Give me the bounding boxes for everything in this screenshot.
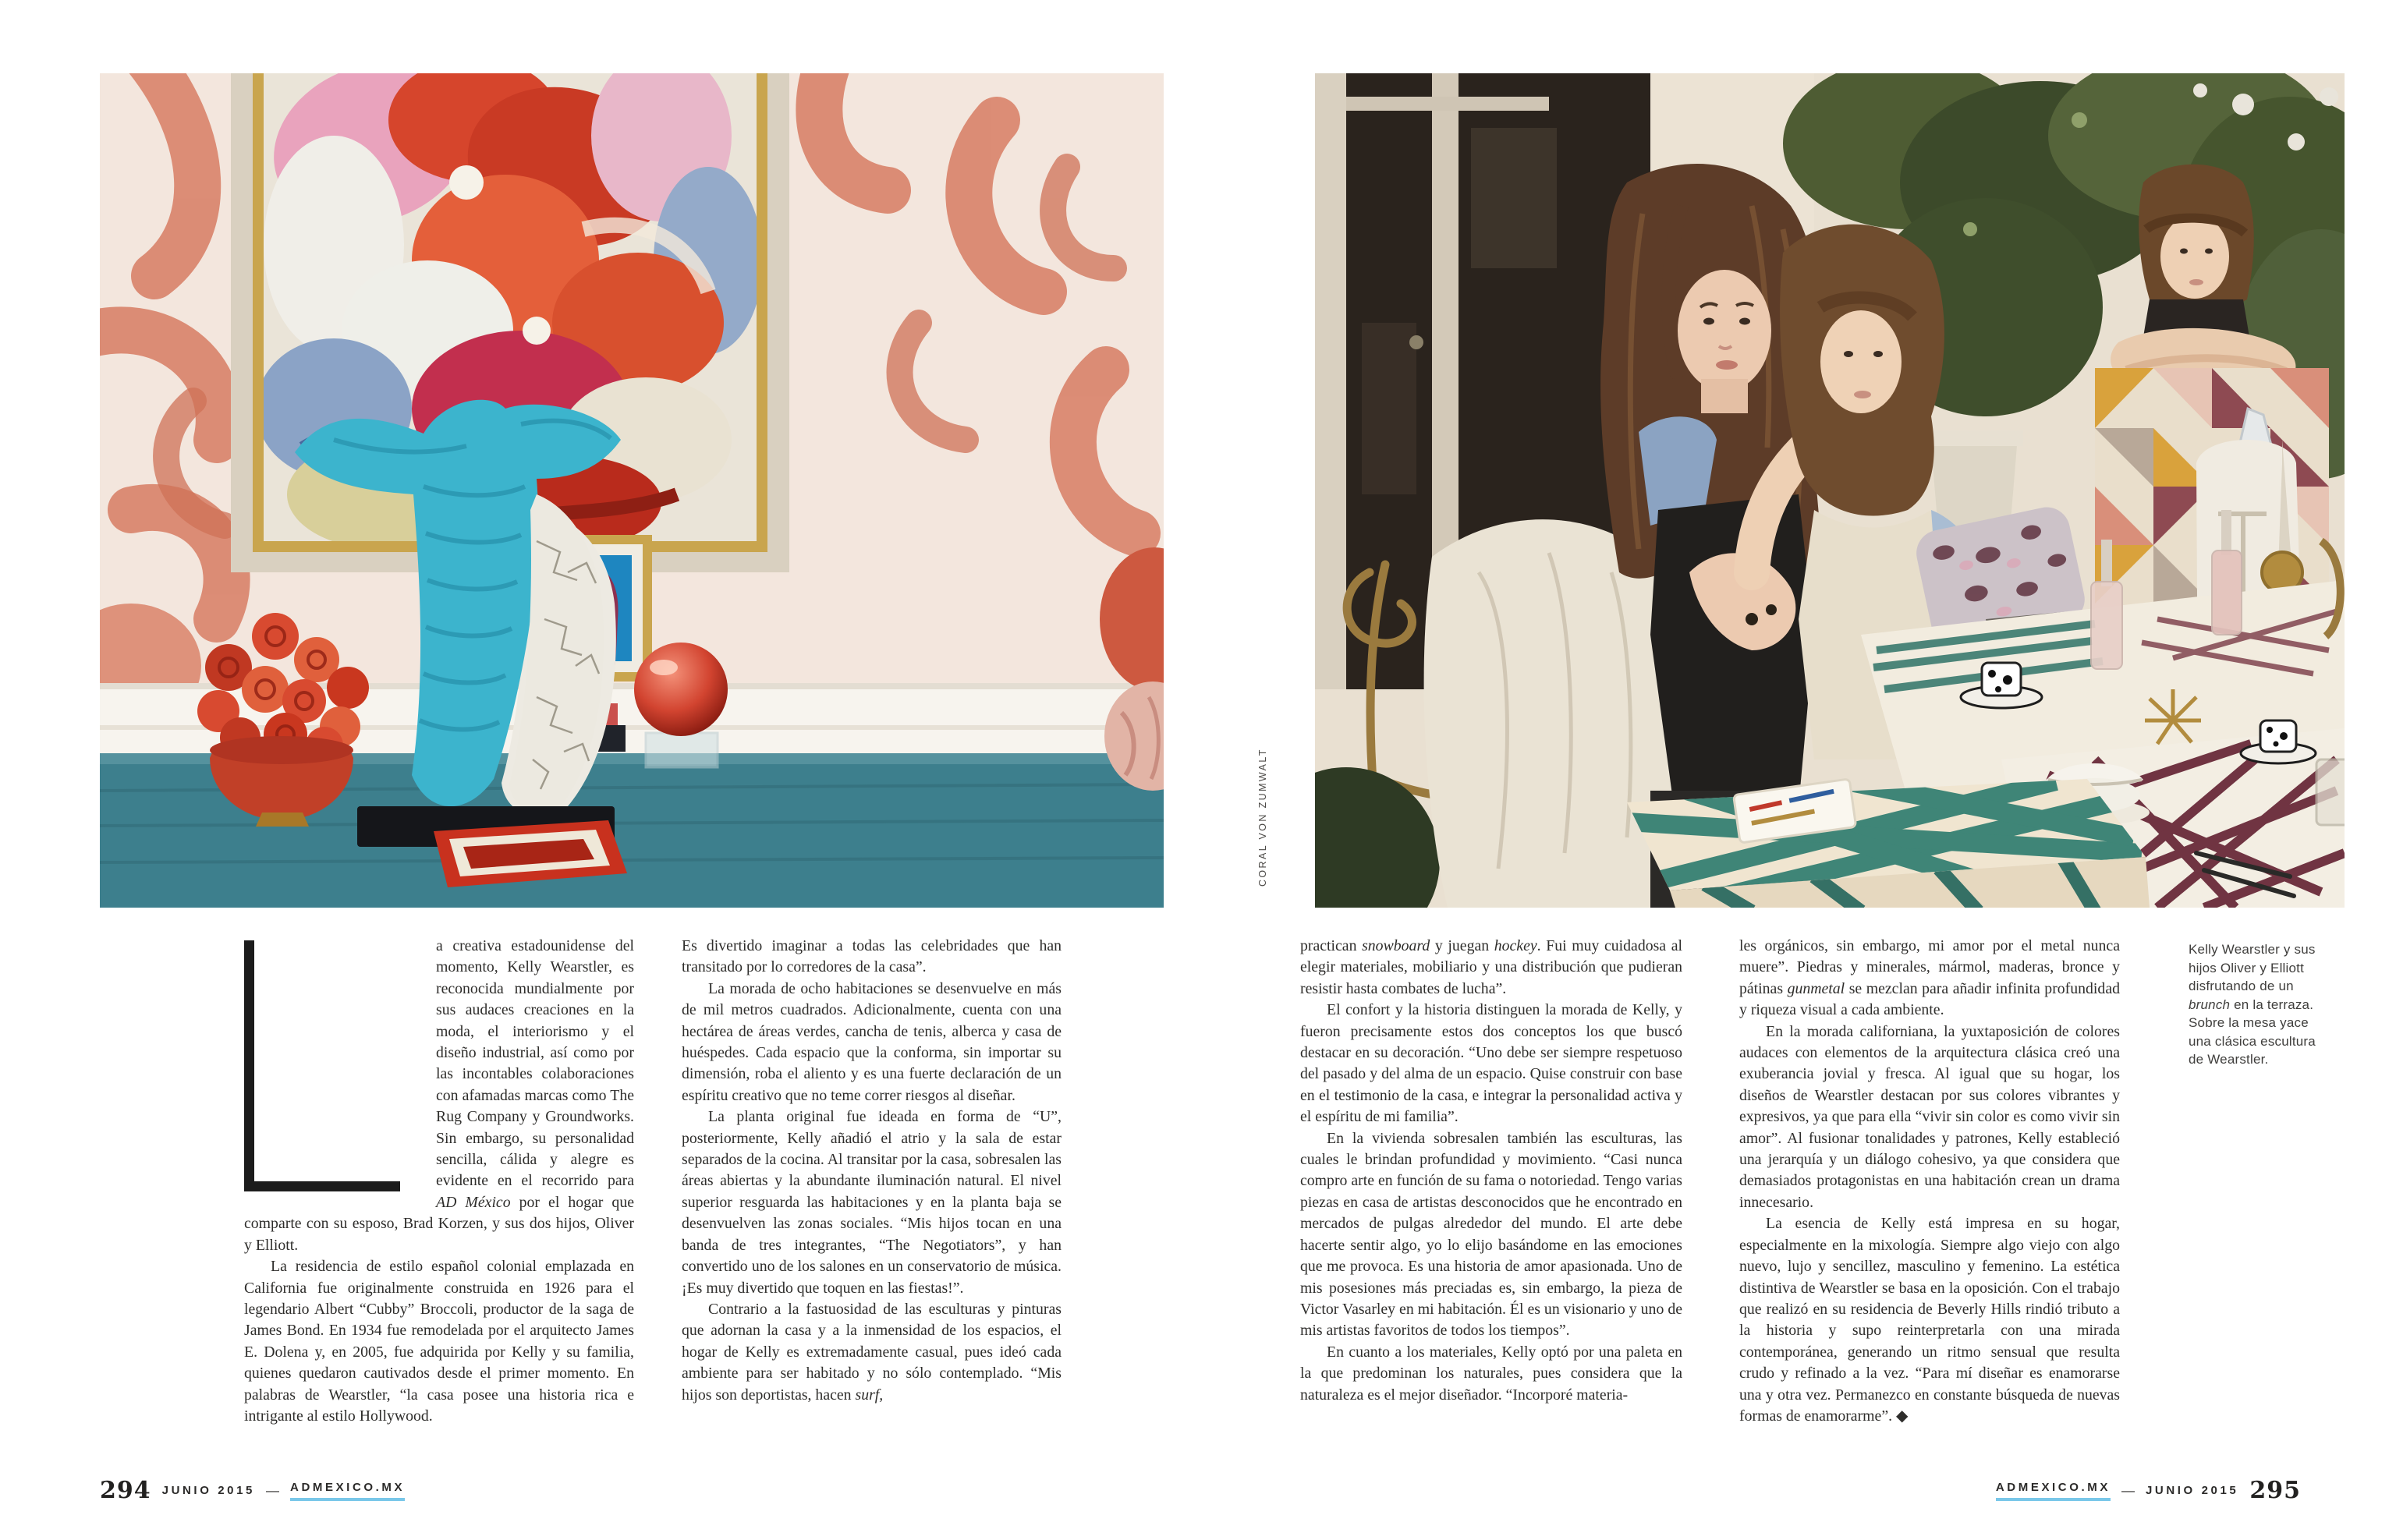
article-paragraph: les orgánicos, sin embargo, mi amor por el metal nunca muere”. Piedras y minerales, mármol, maderas, bronce y pátinas gunmetal se mezclan para añadir infinita profundidad y riqueza visual a cada ambiente. <box>1739 937 2120 1019</box>
page-number: 295 <box>2249 1477 2301 1504</box>
folio-separator: — <box>266 1482 280 1498</box>
drop-cap-L-glyph <box>244 940 400 1191</box>
left-page-folio <box>100 1477 405 1504</box>
issue-date: JUNIO 2015 <box>2145 1484 2239 1497</box>
right-photo-family <box>1315 73 2345 908</box>
article-paragraph: La morada de ocho habitaciones se desenvuelve en más de mil metros cuadrados. Adicionalmente, cuenta con una hectárea de áreas verdes, cancha de tenis, alberca y casa de huéspedes. Cada espacio que la conforma, sin importar su dimensión, roba el aliento y es una fuerte declaración de un espíritu creativo que no teme correr riesgos al diseñar. <box>682 979 1062 1104</box>
article-column-4 <box>1739 936 2120 1427</box>
page-number: 294 <box>100 1477 151 1504</box>
article-column-2 <box>682 936 1062 1406</box>
article-paragraph: En la vivienda sobresalen también las esculturas, las cuales le brindan profundidad y movimiento. “Casi nunca compro arte en función de su fama o notoriedad. Tengo varias piezas en casa de artistas desconocidos que he encontrado en mercados de pulgas alrededor del mundo. El arte debe hacerte sentir algo, yo lo elijo basándome en las emociones que me provoca. Es una historia de amor apasionada. Uno de mis posesiones más preciadas es, sin embargo, la pieza de Victor Vasarley en mi habitación. Él es un visionario y uno de mis artistas favoritos de todos los tiempos”. <box>1300 1129 1682 1340</box>
right-page-folio <box>1996 1477 2301 1504</box>
article-paragraph: El confort y la historia distinguen la morada de Kelly, y fueron precisamente estos dos conceptos los que buscó destacar en su decoración. “Uno debe ser siempre respetuoso del pasado y del alma de un espacio. Quise construir con base en el testimonio de la casa, e integrar la personalidad activa y el espíritu de mi familia”. <box>1300 1001 1682 1126</box>
article-paragraph: practican snowboard y juegan hockey. Fui muy cuidadosa al elegir materiales, mobiliario y una distribución que pudieran resistir hasta combates de lucha”. <box>1300 937 1682 997</box>
article-paragraph: La planta original fue ideada en forma de “U”, posteriormente, Kelly añadió el atrio y la sala de estar separados de la cocina. Al transitar por la casa, sobresalen las áreas abiertas y la abundante iluminación natural. El nivel superior resguarda las habitaciones y en la planta baja se desenvuelven las zonas sociales. “Mis hijos tocan en una banda de tres integrantes, “The Negotiators”, y han convertido uno de los salones en un conservatorio de música. ¡Es muy divertido que toquen en las fiestas!”. <box>682 1108 1062 1297</box>
article-column-3 <box>1300 936 1682 1406</box>
article-paragraph-dropcap <box>244 936 634 1256</box>
website-url: ADMEXICO.MX <box>290 1481 405 1501</box>
left-photo-interior <box>100 73 1164 908</box>
drop-cap-L <box>244 936 436 1207</box>
article-paragraph: En la morada californiana, la yuxtaposición de colores audaces con elementos de la arquitectura clásica creó una exuberancia jovial y fresca. Al igual que su hogar, los diseños de Wearstler destacan por sus colores vibrantes y expresivos, ya que para ella “vivir sin color es como vivir sin amor”. Al fusionar tonalidades y patrones, Kelly estableció una jerarquía y un diálogo cohesivo, ya que considera que demasiados protagonistas en una habitación crean un drama innecesario. <box>1739 1022 2120 1211</box>
article-paragraph: En cuanto a los materiales, Kelly optó por una paleta en la que predominan los naturales, pues considera que la naturaleza es el mejor diseñador. “Incorporé materia- <box>1300 1343 1682 1404</box>
article-paragraph: Contrario a la fastuosidad de las esculturas y pinturas que adornan la casa y a la inmensidad de los espacios, el hogar de Kelly es extremadamente casual, pues ideó cada ambiente para ser habitado y no sólo contemplado. “Mis hijos son deportistas, hacen surf, <box>682 1300 1062 1404</box>
article-paragraph: Es divertido imaginar a todas las celebridades que han transitado por lo corredores de la casa”. <box>682 937 1062 976</box>
red-glass-sphere <box>634 643 728 767</box>
website-url: ADMEXICO.MX <box>1996 1481 2111 1501</box>
article-paragraph: La esencia de Kelly está impresa en su hogar, especialmente en la mixología. Siempre algo viejo con algo nuevo, lujo y sencillez, masculino y femenino. La estética distintiva de Wearstler se basa en la oposición. Con el trabajo que realizó en su residencia de Beverly Hills rindió tributo a la historia y supo reinterpretarla con una mirada contemporánea, generando un ritmo sensual que resulta crudo y refinado a la vez. “Para mí diseñar es enamorarse una y otra vez. Permanezco en constante búsqueda de nuevas formas de enamorarme”. ◆ <box>1739 1215 2120 1425</box>
paragraph-text: a creativa estadounidense del momento, Kelly Wearstler, es reconocida mundialmente por sus audaces creaciones en la moda, el interiorismo y el diseño industrial, así como por las incontables colaboraciones con afamadas marcas como The Rug Company y Groundworks. Sin embargo, su personalidad sencilla, cálida y alegre es evidente en el recorrido para AD México por el hogar que comparte con su esposo, Brad Korzen, y sus dos hijos, Oliver y Elliott. <box>244 937 634 1254</box>
photo-caption: Kelly Wearstler y sus hijos Oliver y Elliott disfrutando de un brunch en la terraza. Sobre la mesa yace una clásica escultura de Wearstler. <box>2189 942 2316 1067</box>
photographer-credit: CORAL VON ZUMWALT <box>1257 748 1268 887</box>
article-column-1 <box>244 936 634 1427</box>
issue-date: JUNIO 2015 <box>161 1484 256 1497</box>
folio-separator: — <box>2121 1482 2135 1498</box>
article-paragraph: La residencia de estilo español colonial emplazada en California fue originalmente construida en 1926 para el legendario Albert “Cubby” Broccoli, productor de la saga de James Bond. En 1934 fue remodelada por el arquitecto James E. Dolena y, en 2005, fue adquirida por Kelly y su familia, quienes quedaron cautivados desde el primer momento. En palabras de Wearstler, “la casa posee una historia rica e intrigante al estilo Hollywood. <box>244 1258 634 1425</box>
